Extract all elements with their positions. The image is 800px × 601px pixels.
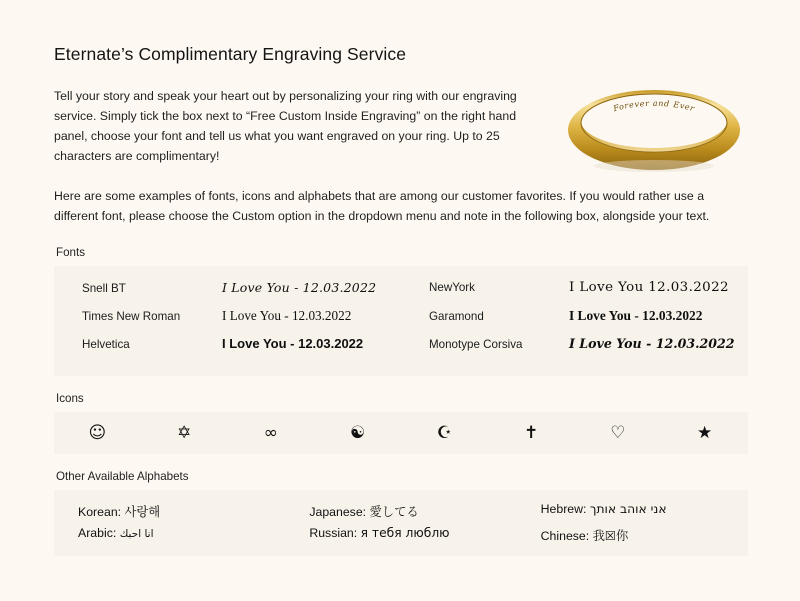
yin-yang-icon[interactable]: ☯ xyxy=(350,422,366,443)
alphabet-language: Japanese: xyxy=(309,505,367,520)
star-filled-icon[interactable]: ★ xyxy=(697,422,713,443)
alphabet-sample: انا احبك xyxy=(119,528,154,541)
font-row[interactable] xyxy=(401,336,748,364)
heart-outline-icon[interactable]: ♡ xyxy=(610,422,626,443)
page-title: Eternate’s Complimentary Engraving Service xyxy=(54,44,407,64)
alphabet-language: Korean: xyxy=(78,505,122,520)
ring-engraved-text: Forever and Ever xyxy=(612,98,696,114)
icons-section-label: Icons xyxy=(56,392,84,406)
gold-ring-illustration xyxy=(554,68,754,178)
font-sample: I Love You 12.03.2022 xyxy=(569,280,729,296)
font-name: NewYork xyxy=(429,281,475,295)
font-sample: I Love You - 12.03.2022 xyxy=(222,280,377,296)
cross-icon[interactable]: ✝ xyxy=(524,422,539,443)
alphabet-item-hebrew xyxy=(517,502,748,520)
alphabet-item-korean xyxy=(54,502,285,520)
font-name: Helvetica xyxy=(82,338,130,352)
ring-image xyxy=(554,68,754,178)
font-name: Monotype Corsiva xyxy=(429,338,523,352)
fonts-section-label: Fonts xyxy=(56,246,85,260)
alphabet-language: Russian: xyxy=(309,526,358,541)
font-name: Times New Roman xyxy=(82,310,181,324)
font-row[interactable] xyxy=(401,308,748,336)
intro-paragraph: Tell your story and speak your heart out by personalizing your ring with our engraving service. Simply tick the box next to “Free Custom Inside Engraving” on the right hand panel, choose your font and tell us what you want engraved on your ring. Up to 25 characters are complimentary! xyxy=(54,89,517,163)
alphabets-section-label: Other Available Alphabets xyxy=(56,470,189,484)
alphabet-sample: 我☒你 xyxy=(592,529,629,544)
font-row[interactable] xyxy=(401,280,748,308)
star-of-david-icon[interactable]: ✡ xyxy=(177,422,192,443)
alphabet-language: Chinese: xyxy=(540,529,590,544)
alphabet-item-chinese xyxy=(517,526,748,544)
alphabet-item-japanese xyxy=(285,502,516,520)
font-row[interactable] xyxy=(54,280,401,308)
font-row[interactable] xyxy=(54,336,401,364)
alphabet-item-arabic xyxy=(54,526,285,544)
alphabet-sample: я тебя люблю xyxy=(360,526,450,541)
fonts-panel xyxy=(54,266,748,376)
font-sample: I Love You - 12.03.2022 xyxy=(222,308,352,324)
font-name: Snell BT xyxy=(82,282,126,296)
alphabet-item-russian xyxy=(285,526,516,544)
star-and-crescent-icon[interactable]: ☪ xyxy=(436,422,452,443)
alphabet-language: Arabic: xyxy=(78,526,117,541)
font-name: Garamond xyxy=(429,310,484,324)
alphabet-sample: 愛してる xyxy=(369,505,419,520)
font-sample: I Love You - 12.03.2022 xyxy=(569,308,703,324)
font-sample: I Love You - 12.03.2022 xyxy=(222,336,364,352)
alphabet-language: Hebrew: xyxy=(540,502,587,517)
alphabets-panel xyxy=(54,490,748,556)
icons-panel xyxy=(54,412,748,454)
font-sample: I Love You - 12.03.2022 xyxy=(569,336,735,352)
alphabet-sample: 사랑해 xyxy=(124,505,161,520)
smiley-icon[interactable]: ☺ xyxy=(88,422,107,443)
alphabet-sample: אני אוהב אותך xyxy=(589,502,667,517)
fonts-intro-paragraph: Here are some examples of fonts, icons and alphabets that are among our customer favorites. If you would rather use a different font, please choose the Custom option in the dropdown menu and note in the following box, alongside your text. xyxy=(54,188,710,223)
font-row[interactable] xyxy=(54,308,401,336)
infinity-icon[interactable]: ∞ xyxy=(263,422,278,443)
